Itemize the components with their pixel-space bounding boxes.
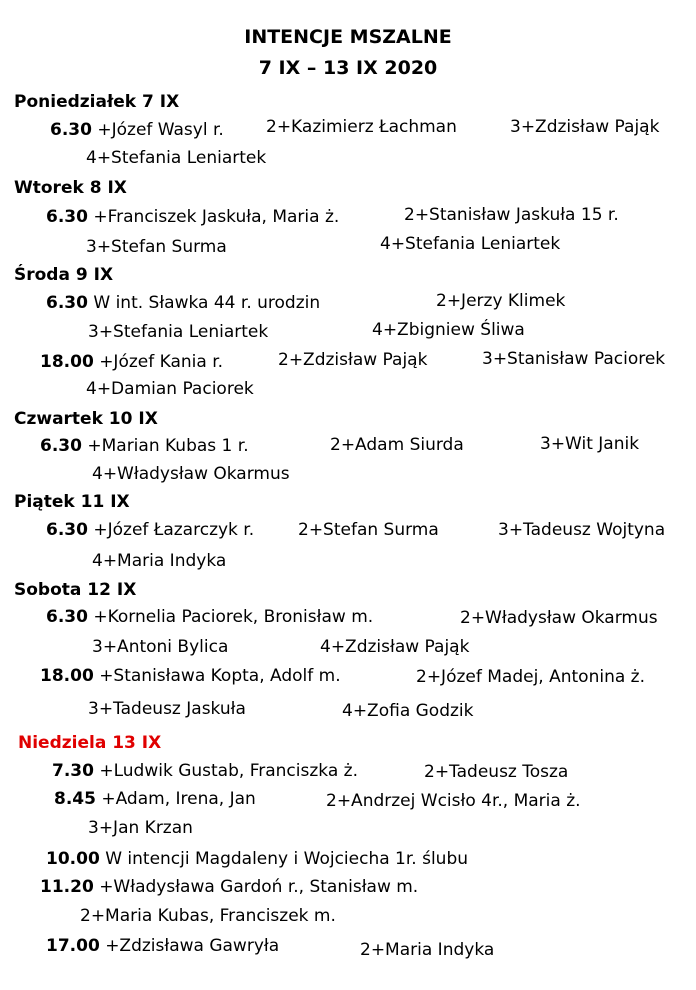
intention-line xyxy=(40,352,223,372)
intention-line xyxy=(46,293,320,313)
day-heading: Środa 9 IX xyxy=(14,265,114,285)
intention-line xyxy=(46,520,254,540)
intention: +Stanisława Kopta, Adolf m. xyxy=(99,666,341,686)
intention: +Józef Wasyl r. xyxy=(97,120,224,140)
intention: 3+Jan Krzan xyxy=(88,818,193,838)
intention: 4+Zdzisław Pająk xyxy=(320,637,470,657)
intention-line xyxy=(52,761,358,781)
intention-line xyxy=(40,436,249,456)
intention: +Józef Kania r. xyxy=(99,352,224,372)
mass-time: 18.00 xyxy=(40,666,94,686)
day-heading: Wtorek 8 IX xyxy=(14,178,127,198)
intention: 2+Tadeusz Tosza xyxy=(424,762,569,782)
mass-time: 7.30 xyxy=(52,761,94,781)
intention: 2+Stefan Surma xyxy=(298,520,439,540)
day-heading: Piątek 11 IX xyxy=(14,492,130,512)
intention: 4+Zbigniew Śliwa xyxy=(372,320,525,340)
intention: 2+Kazimierz Łachman xyxy=(266,117,457,137)
mass-time: 8.45 xyxy=(54,789,96,809)
mass-time: 6.30 xyxy=(46,520,88,540)
intention: W int. Sławka 44 r. urodzin xyxy=(93,293,321,313)
intention: 3+Tadeusz Wojtyna xyxy=(498,520,666,540)
intention: 4+Zofia Godzik xyxy=(342,701,474,721)
intention: +Adam, Irena, Jan xyxy=(101,789,256,809)
intention: 3+Stefan Surma xyxy=(86,237,227,257)
intention-line xyxy=(40,666,341,686)
intention: +Władysława Gardoń r., Stanisław m. xyxy=(99,877,419,897)
day-heading: Czwartek 10 IX xyxy=(14,409,158,429)
intention-line xyxy=(40,877,418,897)
intention-line xyxy=(54,789,256,809)
mass-time: 11.20 xyxy=(40,877,94,897)
intention: +Józef Łazarczyk r. xyxy=(93,520,255,540)
day-heading-sunday: Niedziela 13 IX xyxy=(18,733,162,753)
intention: 4+Władysław Okarmus xyxy=(92,464,290,484)
mass-time: 18.00 xyxy=(40,352,94,372)
mass-time: 6.30 xyxy=(46,607,88,627)
mass-time: 6.30 xyxy=(50,120,92,140)
intention: 4+Stefania Leniartek xyxy=(380,234,561,254)
intention: +Zdzisława Gawryła xyxy=(105,936,280,956)
intention: 2+Adam Siurda xyxy=(330,435,464,455)
day-heading: Sobota 12 IX xyxy=(14,580,137,600)
mass-time: 6.30 xyxy=(46,293,88,313)
intention: +Ludwik Gustab, Franciszka ż. xyxy=(99,761,358,781)
intention: +Franciszek Jaskuła, Maria ż. xyxy=(93,207,340,227)
intention-line xyxy=(46,936,279,956)
intention: 3+Antoni Bylica xyxy=(92,637,229,657)
intention: 2+Zdzisław Pająk xyxy=(278,350,428,370)
intention: 3+Zdzisław Pająk xyxy=(510,117,660,137)
intention-line xyxy=(50,120,224,140)
intention-line xyxy=(46,207,339,227)
intention: +Marian Kubas 1 r. xyxy=(87,436,249,456)
intention: 2+Józef Madej, Antonina ż. xyxy=(416,667,646,687)
intention: 3+Stanisław Paciorek xyxy=(482,349,666,369)
intention: +Kornelia Paciorek, Bronisław m. xyxy=(93,607,374,627)
document-date-range: 7 IX – 13 IX 2020 xyxy=(258,57,438,79)
intention: 2+Maria Kubas, Franciszek m. xyxy=(80,906,336,926)
intention: 3+Tadeusz Jaskuła xyxy=(88,699,246,719)
intention: 3+Stefania Leniartek xyxy=(88,322,269,342)
mass-time: 6.30 xyxy=(40,436,82,456)
intention: 4+Maria Indyka xyxy=(92,551,227,571)
intention: 4+Stefania Leniartek xyxy=(86,148,267,168)
mass-time: 10.00 xyxy=(46,849,100,869)
intention: 2+Stanisław Jaskuła 15 r. xyxy=(404,205,619,225)
intention-line xyxy=(46,607,373,627)
intention: 4+Damian Paciorek xyxy=(86,379,254,399)
intention: 2+Maria Indyka xyxy=(360,940,495,960)
document-title: INTENCJE MSZALNE xyxy=(244,26,452,48)
intention: 3+Wit Janik xyxy=(540,434,640,454)
intention: 2+Władysław Okarmus xyxy=(460,608,658,628)
mass-time: 17.00 xyxy=(46,936,100,956)
intention: W intencji Magdaleny i Wojciecha 1r. ślubu xyxy=(105,849,469,869)
intention-line xyxy=(46,849,468,869)
mass-time: 6.30 xyxy=(46,207,88,227)
day-heading: Poniedziałek 7 IX xyxy=(14,92,180,112)
intention: 2+Jerzy Klimek xyxy=(436,291,566,311)
intention: 2+Andrzej Wcisło 4r., Maria ż. xyxy=(326,791,581,811)
